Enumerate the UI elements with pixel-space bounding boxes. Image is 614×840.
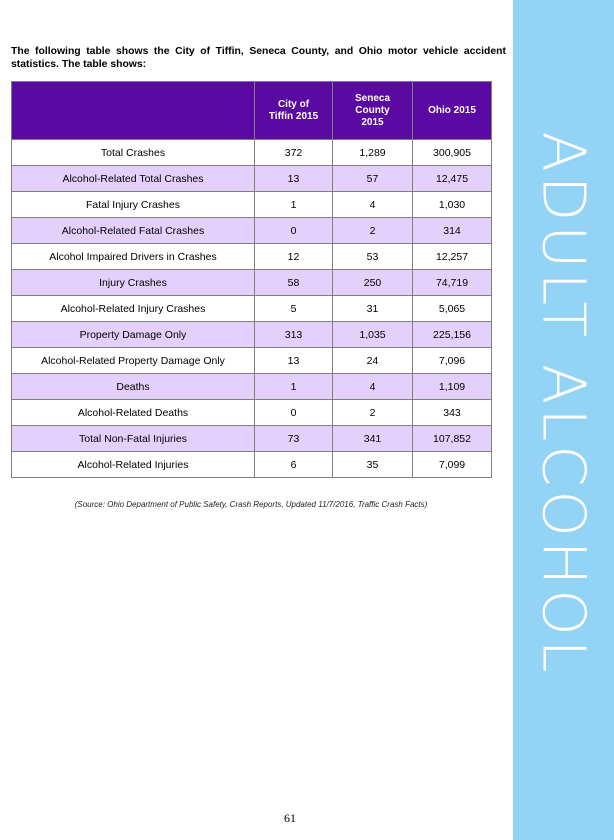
tiffin-value: 1 (255, 192, 333, 218)
row-label: Alcohol-Related Injury Crashes (12, 296, 255, 322)
table-row (12, 192, 492, 218)
table-row (12, 270, 492, 296)
ohio-value: 5,065 (413, 296, 492, 322)
ohio-value: 300,905 (413, 140, 492, 166)
ohio-value: 12,257 (413, 244, 492, 270)
tiffin-value: 372 (255, 140, 333, 166)
row-label: Alcohol-Related Total Crashes (12, 166, 255, 192)
tiffin-value: 1 (255, 374, 333, 400)
ohio-value: 7,096 (413, 348, 492, 374)
table-row (12, 322, 492, 348)
tiffin-value: 13 (255, 348, 333, 374)
ohio-value: 7,099 (413, 452, 492, 478)
ohio-value: 1,030 (413, 192, 492, 218)
seneca-value: 341 (333, 426, 413, 452)
row-label: Total Crashes (12, 140, 255, 166)
row-label: Alcohol Impaired Drivers in Crashes (12, 244, 255, 270)
ohio-value: 74,719 (413, 270, 492, 296)
seneca-value: 2 (333, 400, 413, 426)
ohio-value: 12,475 (413, 166, 492, 192)
table-row (12, 400, 492, 426)
ohio-value: 225,156 (413, 322, 492, 348)
section-title: ADULT ALCOHOL (529, 131, 598, 677)
seneca-value: 1,289 (333, 140, 413, 166)
table-row (12, 140, 492, 166)
row-label: Alcohol-Related Injuries (12, 452, 255, 478)
ohio-value: 343 (413, 400, 492, 426)
tiffin-value: 5 (255, 296, 333, 322)
tiffin-value: 73 (255, 426, 333, 452)
tiffin-value: 0 (255, 218, 333, 244)
seneca-value: 4 (333, 374, 413, 400)
row-label: Alcohol-Related Deaths (12, 400, 255, 426)
header-cell-seneca: Seneca County 2015 (333, 82, 413, 140)
row-label: Property Damage Only (12, 322, 255, 348)
row-label: Alcohol-Related Property Damage Only (12, 348, 255, 374)
seneca-value: 57 (333, 166, 413, 192)
seneca-value: 2 (333, 218, 413, 244)
seneca-value: 53 (333, 244, 413, 270)
table-row (12, 426, 492, 452)
seneca-value: 35 (333, 452, 413, 478)
seneca-value: 31 (333, 296, 413, 322)
tiffin-value: 0 (255, 400, 333, 426)
intro-paragraph: The following table shows the City of Tiffin, Seneca County, and Ohio motor vehicle accident statistics. The table shows: (11, 46, 506, 70)
table-header-row (12, 82, 492, 140)
header-cell-label (12, 82, 255, 140)
table-row (12, 166, 492, 192)
row-label: Deaths (12, 374, 255, 400)
page-number: 61 (284, 811, 296, 825)
seneca-value: 4 (333, 192, 413, 218)
tiffin-value: 58 (255, 270, 333, 296)
row-label: Fatal Injury Crashes (12, 192, 255, 218)
tiffin-value: 6 (255, 452, 333, 478)
ohio-value: 107,852 (413, 426, 492, 452)
seneca-value: 250 (333, 270, 413, 296)
crash-statistics-table (11, 81, 492, 478)
table-row (12, 348, 492, 374)
row-label: Total Non-Fatal Injuries (12, 426, 255, 452)
tiffin-value: 313 (255, 322, 333, 348)
tiffin-value: 13 (255, 166, 333, 192)
seneca-value: 1,035 (333, 322, 413, 348)
tiffin-value: 12 (255, 244, 333, 270)
row-label: Alcohol-Related Fatal Crashes (12, 218, 255, 244)
seneca-value: 24 (333, 348, 413, 374)
table-row (12, 452, 492, 478)
header-cell-tiffin: City of Tiffin 2015 (255, 82, 333, 140)
table-row (12, 218, 492, 244)
table-row (12, 374, 492, 400)
table-body (12, 140, 492, 478)
table-row (12, 244, 492, 270)
ohio-value: 1,109 (413, 374, 492, 400)
source-citation: (Source: Ohio Department of Public Safety, Crash Reports, Updated 11/7/2016, Traffic Crash Facts) (74, 500, 428, 509)
section-sidebar (513, 0, 614, 840)
table-row (12, 296, 492, 322)
header-cell-ohio: Ohio 2015 (413, 82, 492, 140)
row-label: Injury Crashes (12, 270, 255, 296)
ohio-value: 314 (413, 218, 492, 244)
